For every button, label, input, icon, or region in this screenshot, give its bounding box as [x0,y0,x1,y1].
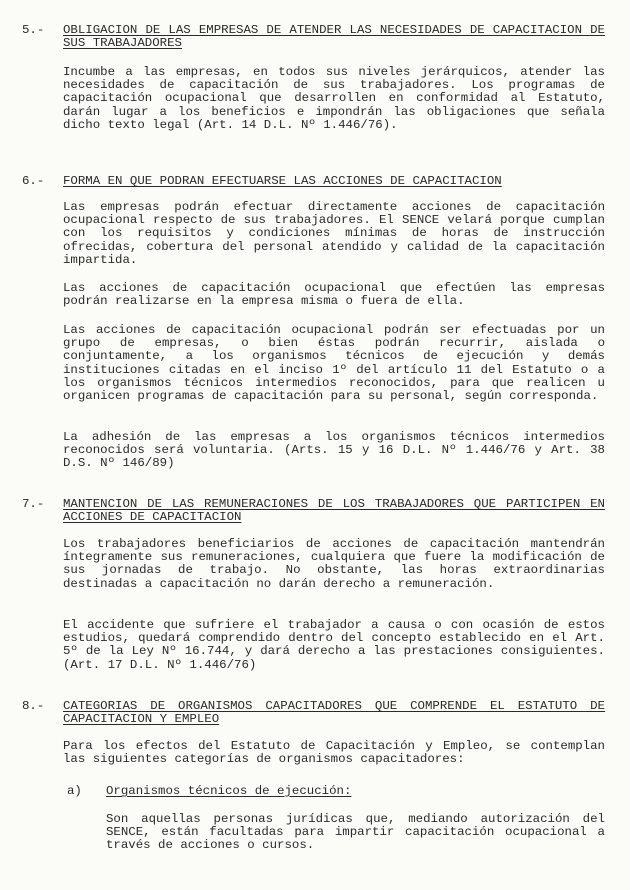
paragraph: Los trabajadores beneficiarios de acciones de capacitación mantendrán íntegramente sus remuneraciones, cualquiera que fuere la modificación de sus jornadas de trabajo. No obstante, las horas extraordinarias destinadas a capacitación no darán derecho a remuneración. [63,537,605,591]
paragraph: Las empresas podrán efectuar directamente acciones de capacitación ocupacional respecto de sus trabajadores. El SENCE velará porque cumplan con los requisitos y condiciones mínimas de horas de instrucción ofrecidas, cobertura del personal atendido y calidad de la capacitación impartida. [63,200,605,267]
paragraph: Incumbe a las empresas, en todos sus niveles jerárquicos, atender las necesidades de capacitación de sus trabajadores. Los programas de capacitación ocupacional que desarrollen en conformidad al Estatuto, darán lugar a los beneficios e impondrán las obligaciones que señala dicho texto legal (Art. 14 D.L. Nº 1.446/76). [63,65,605,132]
section-number: 6.- [22,174,45,188]
paragraph: Las acciones de capacitación ocupacional podrán ser efectuadas por un grupo de empresas, o bien éstas podrán recurrir, aislada o conjuntamente, a los organismos técnicos de ejecución y demás instituciones citadas en el inciso 1º del artículo 11 del Estatuto o a los organismos técnicos intermedios reconocidos, para que realicen u organicen programas de capacitación para su personal, según corresponda. [63,323,605,404]
section-number: 8.- [22,699,45,713]
subsection-title: Organismos técnicos de ejecución: [106,784,352,798]
section-heading: MANTENCION DE LAS REMUNERACIONES DE LOS TRABAJADORES QUE PARTICIPEN EN ACCIONES DE CAPACITACION [63,497,605,525]
section-heading: FORMA EN QUE PODRAN EFECTUARSE LAS ACCIONES DE CAPACITACION [63,174,502,188]
paragraph: El accidente que sufriere el trabajador a causa o con ocasión de estos estudios, quedará comprendido dentro del concepto establecido en el Art. 5º de la Ley Nº 16.744, y dará derecho a las prestaciones consiguientes. (Art. 17 D.L. Nº 1.446/76) [63,618,605,672]
paragraph: La adhesión de las empresas a los organismos técnicos intermedios reconocidos será voluntaria. (Arts. 15 y 16 D.L. Nº 1.446/76 y Art. 38 D.S. Nº 146/89) [63,430,605,471]
subsection-paragraph: Son aquellas personas jurídicas que, mediando autorización del SENCE, están facultadas para impartir capacitación ocupacional a través de acciones o cursos. [106,812,605,853]
section-number: 5.- [22,23,45,37]
section-heading: OBLIGACION DE LAS EMPRESAS DE ATENDER LAS NECESIDADES DE CAPACITACION DE SUS TRABAJADORES [63,23,605,51]
paragraph: Para los efectos del Estatuto de Capacitación y Empleo, se contemplan las siguientes categorías de organismos capacitadores: [63,739,605,767]
section-heading: CATEGORIAS DE ORGANISMOS CAPACITADORES QUE COMPRENDE EL ESTATUTO DE CAPACITACION Y EMPLEO [63,699,605,727]
subsection-letter: a) [67,784,82,798]
section-number: 7.- [22,497,45,511]
paragraph: Las acciones de capacitación ocupacional que efectúen las empresas podrán realizarse en la empresa misma o fuera de ella. [63,281,605,309]
